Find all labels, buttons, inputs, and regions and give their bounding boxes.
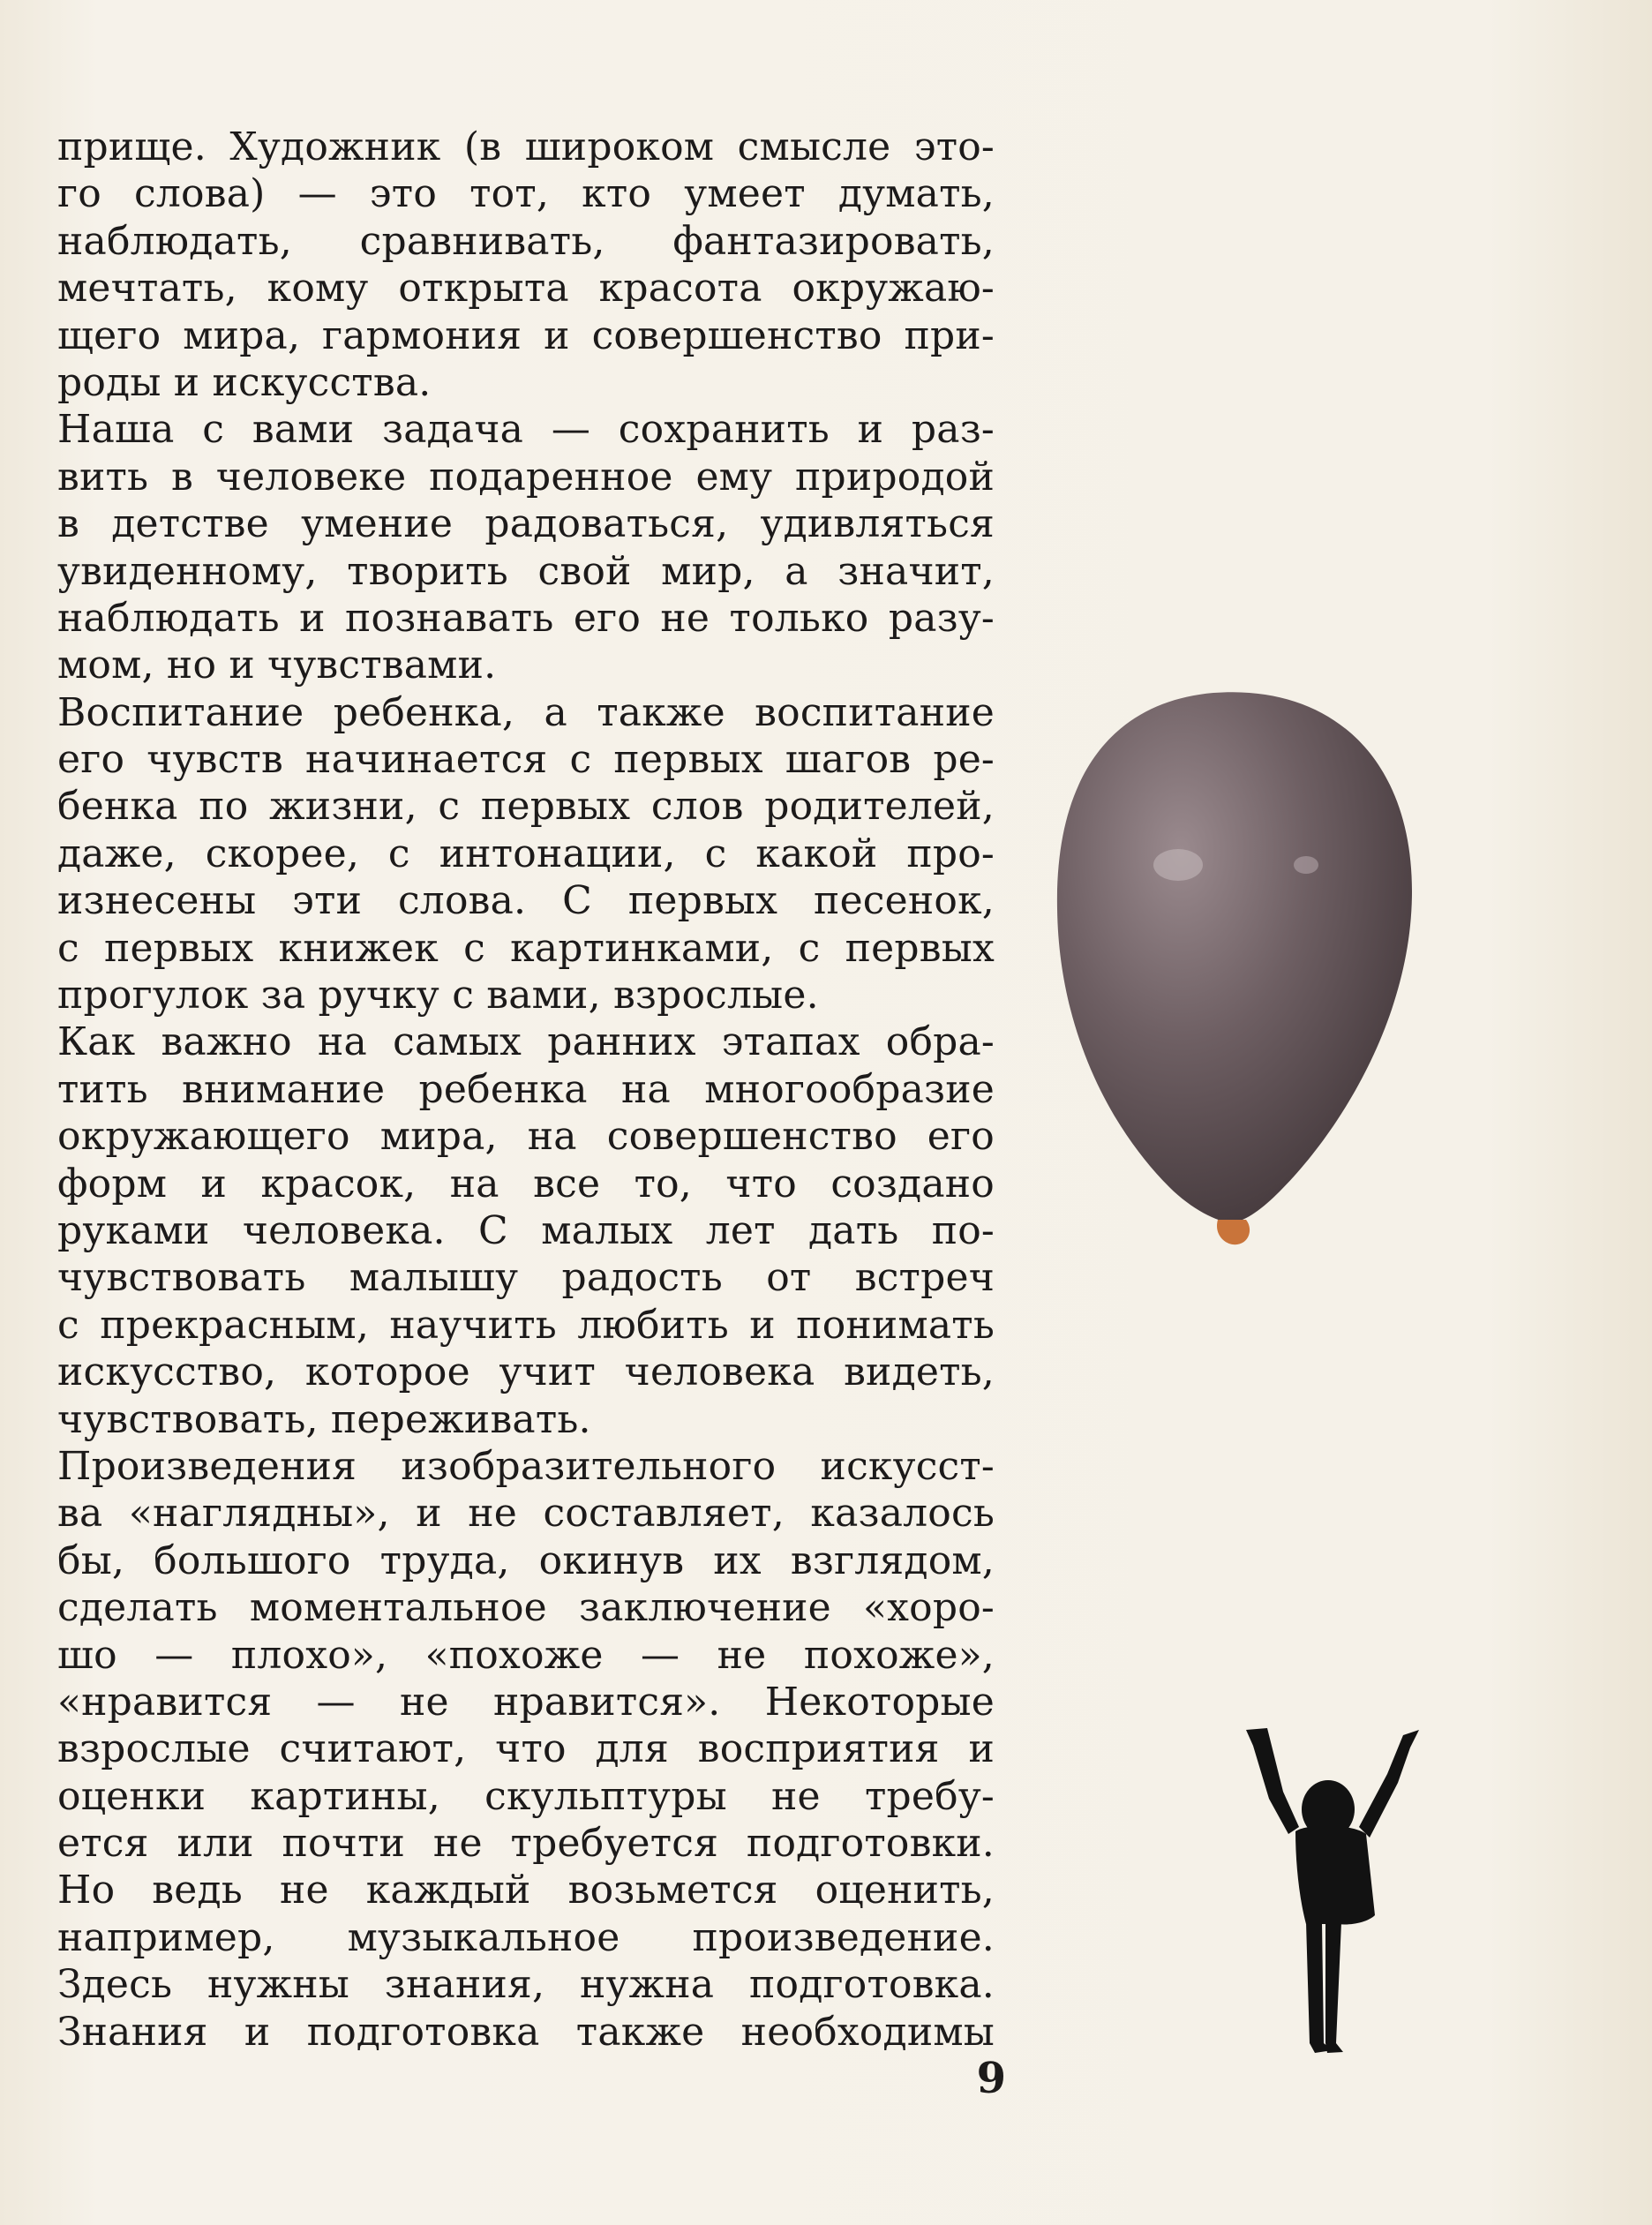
text-line: Как важно на самых ранних этапах обра- (57, 1019, 995, 1065)
text-line: шо — плохо», «похоже — не похоже», (57, 1632, 995, 1678)
text-line: го слова) — это тот, кто умеет думать, (57, 171, 995, 217)
text-line: с первых книжек с картинками, с первых (57, 925, 995, 971)
text-line: «нравится — не нравится». Некоторые (57, 1679, 995, 1725)
text-line: изнесены эти слова. С первых песенок, (57, 878, 995, 924)
child-figure-icon (1246, 1728, 1419, 2053)
text-line: руками человека. С малых лет дать по- (57, 1207, 995, 1253)
text-line: Но ведь не каждый возьмется оценить, (57, 1868, 995, 1913)
text-line: бенка по жизни, с первых слов родителей, (57, 784, 995, 830)
text-line: форм и красок, на все то, что создано (57, 1161, 995, 1206)
text-line: прогулок за ручку с вами, взрослые. (57, 973, 819, 1019)
text-line: Знания и подготовка также необходимы (57, 2009, 995, 2055)
text-line: даже, скорее, с интонации, с какой про- (57, 831, 995, 876)
text-line: его чувств начинается с первых шагов ре- (57, 737, 995, 783)
text-line: Произведения изобразительного искусст- (57, 1443, 995, 1489)
illustration (1041, 680, 1606, 2078)
illustration-svg (1041, 680, 1606, 2074)
text-line: чувствовать, переживать. (57, 1396, 591, 1442)
text-line: с прекрасным, научить любить и понимать (57, 1302, 995, 1348)
text-line: мечтать, кому открыта красота окружаю- (57, 266, 995, 312)
text-line: например, музыкальное произведение. (57, 1914, 995, 1960)
balloon-icon (1057, 692, 1412, 1244)
text-line: бы, большого труда, окинув их взглядом, (57, 1537, 995, 1583)
text-line: тить внимание ребенка на многообразие (57, 1066, 995, 1112)
text-line: сделать моментальное заключение «хоро- (57, 1585, 995, 1631)
text-line: искусство, которое учит человека видеть, (57, 1349, 995, 1395)
text-line: оценки картины, скульптуры не требу- (57, 1773, 995, 1819)
text-line: окружающего мира, на совершенство его (57, 1114, 995, 1160)
page-number: 9 (976, 2054, 1006, 2103)
balloon-knot (1217, 1220, 1250, 1244)
text-line: щего мира, гармония и совершенство при- (57, 312, 995, 358)
text-line: ва «наглядны», и не составляет, казалось (57, 1491, 995, 1537)
text-line: взрослые считают, что для восприятия и (57, 1726, 995, 1772)
text-line: мом, но и чувствами. (57, 643, 497, 688)
text-line: наблюдать, сравнивать, фантазировать, (57, 218, 995, 264)
text-line: Воспитание ребенка, а также воспитание (57, 689, 995, 735)
text-line: Здесь нужны знания, нужна подготовка. (57, 1962, 995, 2008)
text-line: роды и искусства. (57, 359, 432, 405)
text-line: увиденному, творить свой мир, а значит, (57, 548, 995, 594)
text-line: Наша с вами задача — сохранить и раз- (57, 407, 995, 453)
text-line: прище. Художник (в широком смысле это- (57, 124, 995, 169)
text-line: вить в человеке подаренное ему природой (57, 454, 995, 500)
text-line: ется или почти не требуется подготовки. (57, 1821, 995, 1867)
text-line: в детстве умение радоваться, удивляться (57, 501, 995, 547)
text-line: наблюдать и познавать его не только разу- (57, 595, 995, 641)
text-line: чувствовать малышу радость от встреч (57, 1255, 995, 1301)
body-text (57, 124, 995, 2056)
